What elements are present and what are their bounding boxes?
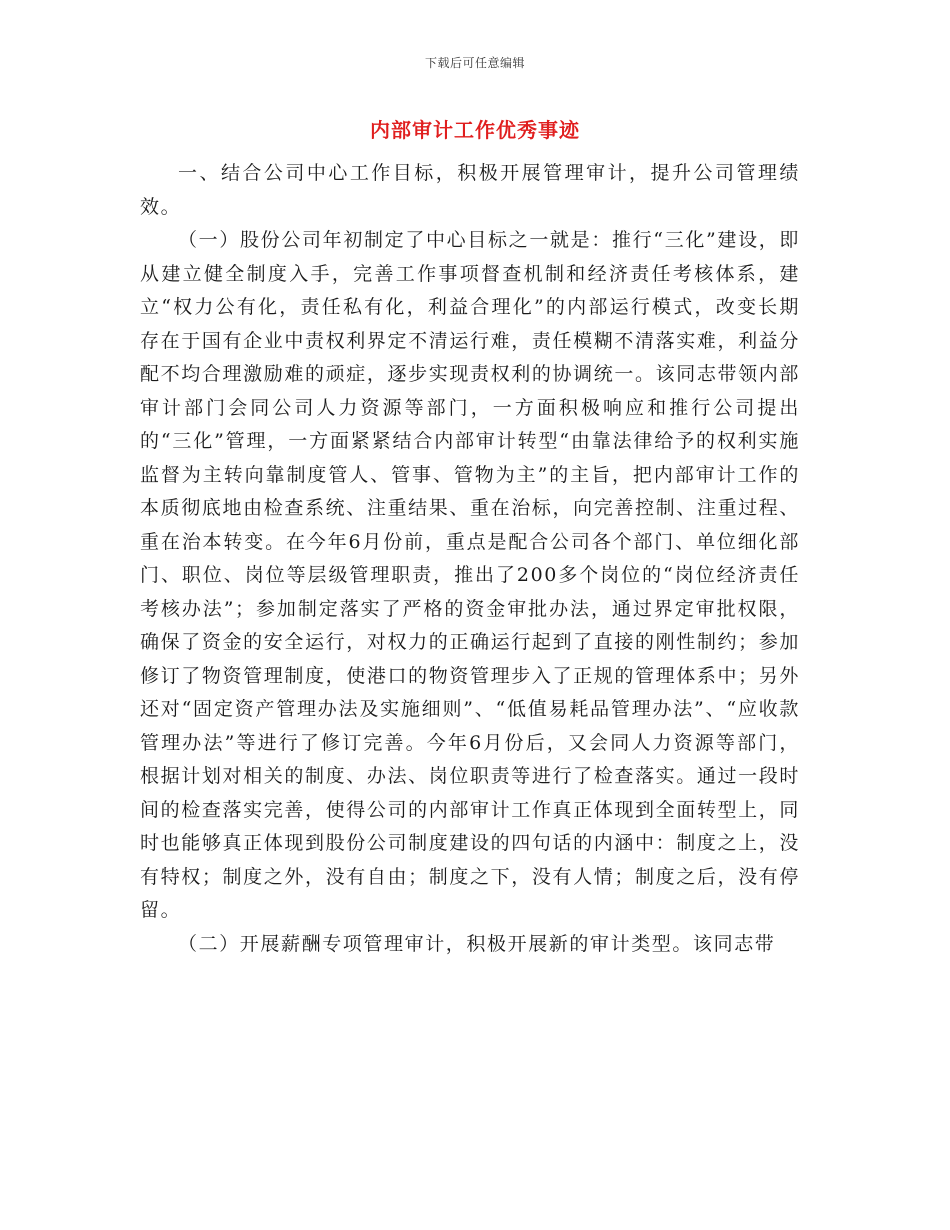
- header-note: 下载后可任意编辑: [424, 56, 525, 70]
- paragraph-item-one: （一）股份公司年初制定了中心目标之一就是：推行“三化”建设，即从建立健全制度入手，完善工作事项督查机制和经济责任考核体系，建立“权力公有化，责任私有化，利益合理化”的内部运行模式，改变长期存在于国有企业中责权利界定不清运行难，责任模糊不清落实难，利益分配不均合理激励难的顽症，逐步实现责权利的协调统一。该同志带领内部审计部门会同公司人力资源等部门，一方面积极响应和推行公司提出的“三化”管理，一方面紧紧结合内部审计转型“由靠法律给予的权利实施监督为主转向靠制度管人、管事、管物为主”的主旨，把内部审计工作的本质彻底地由检查系统、注重结果、重在治标，向完善控制、注重过程、重在治本转变。在今年6月份前，重点是配合公司各个部门、单位细化部门、职位、岗位等层级管理职责，推出了200多个岗位的“岗位经济责任考核办法”；参加制定落实了严格的资金审批办法，通过界定审批权限，确保了资金的安全运行，对权力的正确运行起到了直接的刚性制约；参加修订了物资管理制度，使港口的物资管理步入了正规的管理体系中；另外还对“固定资产管理办法及实施细则”、“低值易耗品管理办法”、“应收款管理办法”等进行了修订完善。今年6月份后，又会同人力资源等部门，根据计划对相关的制度、办法、岗位职责等进行了检查落实。通过一段时间的检查落实完善，使得公司的内部审计工作真正体现到全面转型上，同时也能够真正体现到股份公司制度建设的四句话的内涵中：制度之上，没有特权；制度之外，没有自由；制度之下，没有人情；制度之后，没有停留。: [140, 229, 800, 921]
- document-title: 内部审计工作优秀事迹: [370, 118, 580, 142]
- paragraph-item-two: （二）开展薪酬专项管理审计，积极开展新的审计类型。该同志带: [178, 932, 776, 955]
- document-body: [140, 157, 800, 961]
- paragraph-section-one: 一、结合公司中心工作目标，积极开展管理审计，提升公司管理绩效。: [140, 162, 800, 218]
